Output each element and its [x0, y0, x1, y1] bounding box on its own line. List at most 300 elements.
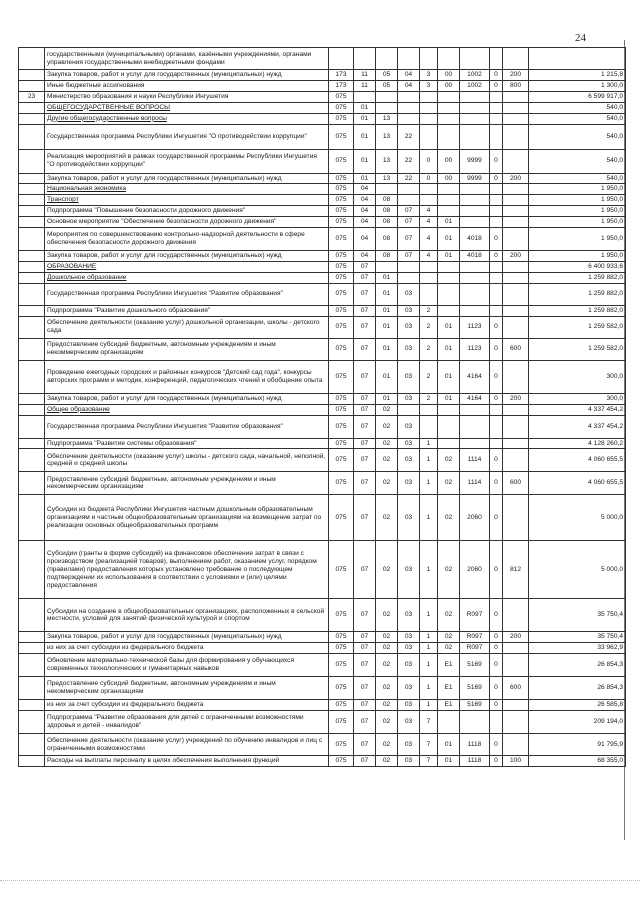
expense-name-cell: Закупка товаров, работ и услуг для государственных (муниципальных) нужд: [45, 393, 329, 404]
classification-code-cell: 075: [329, 195, 354, 206]
table-row: [19, 404, 626, 415]
classification-code-cell: 02: [438, 632, 460, 643]
classification-code-cell: 03: [398, 700, 420, 711]
classification-code-cell: [460, 711, 490, 734]
row-number-cell: [19, 599, 45, 632]
row-number-cell: [19, 734, 45, 756]
classification-code-cell: [460, 272, 490, 283]
classification-code-cell: 08: [376, 195, 398, 206]
classification-code-cell: 075: [329, 449, 354, 472]
classification-code-cell: [420, 91, 438, 102]
classification-code-cell: 03: [398, 305, 420, 316]
row-number-cell: [19, 677, 45, 700]
amount-cell: 26 854,3: [529, 677, 626, 700]
amount-cell: 4 128 260,2: [529, 438, 626, 449]
row-number-cell: [19, 338, 45, 360]
classification-code-cell: [438, 184, 460, 195]
row-number-cell: [19, 124, 45, 149]
table-row: [19, 449, 626, 472]
classification-code-cell: [376, 102, 398, 113]
classification-code-cell: 0: [490, 316, 503, 338]
classification-code-cell: 07: [354, 643, 376, 654]
amount-cell: 68 355,0: [529, 756, 626, 767]
classification-code-cell: [503, 654, 529, 677]
classification-code-cell: 07: [354, 415, 376, 438]
classification-code-cell: [503, 195, 529, 206]
amount-cell: 540,0: [529, 173, 626, 184]
amount-cell: 5 000,0: [529, 541, 626, 599]
classification-code-cell: [490, 91, 503, 102]
table-row: [19, 472, 626, 495]
classification-code-cell: 800: [503, 80, 529, 91]
row-number-cell: [19, 393, 45, 404]
classification-code-cell: 0: [490, 228, 503, 251]
table-row: [19, 149, 626, 173]
classification-code-cell: [376, 261, 398, 272]
classification-code-cell: 2: [420, 316, 438, 338]
classification-code-cell: 11: [354, 70, 376, 81]
classification-code-cell: [503, 272, 529, 283]
classification-code-cell: 01: [376, 305, 398, 316]
classification-code-cell: [460, 124, 490, 149]
classification-code-cell: 4: [420, 206, 438, 217]
classification-code-cell: [420, 124, 438, 149]
classification-code-cell: 07: [354, 283, 376, 305]
row-number-cell: [19, 217, 45, 228]
classification-code-cell: 01: [438, 228, 460, 251]
classification-code-cell: [376, 48, 398, 70]
classification-code-cell: 03: [398, 472, 420, 495]
classification-code-cell: 07: [398, 228, 420, 251]
classification-code-cell: 07: [354, 756, 376, 767]
classification-code-cell: 075: [329, 541, 354, 599]
classification-code-cell: 9999: [460, 149, 490, 173]
classification-code-cell: [376, 184, 398, 195]
classification-code-cell: 075: [329, 415, 354, 438]
classification-code-cell: 02: [438, 599, 460, 632]
classification-code-cell: 200: [503, 251, 529, 262]
classification-code-cell: 0: [490, 449, 503, 472]
classification-code-cell: 075: [329, 261, 354, 272]
amount-cell: 1 259 882,0: [529, 305, 626, 316]
expense-name-cell: Реализация мероприятий в рамках государственной программы Республики Ингушетия "О противодействии коррупции": [45, 149, 329, 173]
classification-code-cell: [490, 195, 503, 206]
amount-cell: 540,0: [529, 124, 626, 149]
table-row: [19, 217, 626, 228]
classification-code-cell: 07: [398, 206, 420, 217]
table-row: [19, 113, 626, 124]
expense-name-cell: Министерство образования и науки Республики Ингушетия: [45, 91, 329, 102]
row-number-cell: [19, 102, 45, 113]
classification-code-cell: [420, 404, 438, 415]
classification-code-cell: 812: [503, 541, 529, 599]
classification-code-cell: 02: [376, 677, 398, 700]
classification-code-cell: 075: [329, 91, 354, 102]
classification-code-cell: 2: [420, 338, 438, 360]
classification-code-cell: [503, 228, 529, 251]
classification-code-cell: [503, 305, 529, 316]
classification-code-cell: [503, 438, 529, 449]
table-row: [19, 228, 626, 251]
classification-code-cell: 02: [376, 643, 398, 654]
expense-name-cell: ОБЩЕГОСУДАРСТВЕННЫЕ ВОПРОСЫ: [45, 102, 329, 113]
classification-code-cell: [398, 272, 420, 283]
classification-code-cell: 075: [329, 360, 354, 393]
amount-cell: 1 950,0: [529, 251, 626, 262]
row-number-cell: [19, 113, 45, 124]
classification-code-cell: 07: [354, 393, 376, 404]
classification-code-cell: [398, 48, 420, 70]
classification-code-cell: 04: [354, 217, 376, 228]
table-row: [19, 102, 626, 113]
classification-code-cell: [490, 48, 503, 70]
classification-code-cell: 02: [376, 756, 398, 767]
expense-name-cell: Национальная экономика: [45, 184, 329, 195]
classification-code-cell: [490, 206, 503, 217]
classification-code-cell: 0: [490, 393, 503, 404]
classification-code-cell: 02: [376, 404, 398, 415]
row-number-cell: [19, 711, 45, 734]
table-row: [19, 184, 626, 195]
classification-code-cell: [398, 184, 420, 195]
classification-code-cell: 0: [490, 541, 503, 599]
amount-cell: 1 950,0: [529, 217, 626, 228]
classification-code-cell: 0: [490, 360, 503, 393]
table-row: [19, 251, 626, 262]
classification-code-cell: [503, 360, 529, 393]
classification-code-cell: 075: [329, 632, 354, 643]
classification-code-cell: [420, 261, 438, 272]
classification-code-cell: 07: [354, 449, 376, 472]
classification-code-cell: 4018: [460, 251, 490, 262]
row-number-cell: [19, 149, 45, 173]
table-row: [19, 415, 626, 438]
table-row: [19, 206, 626, 217]
classification-code-cell: [460, 404, 490, 415]
classification-code-cell: [490, 415, 503, 438]
classification-code-cell: 13: [376, 173, 398, 184]
table-row: [19, 438, 626, 449]
row-number-cell: [19, 700, 45, 711]
row-number-cell: [19, 261, 45, 272]
expense-name-cell: Субсидии (гранты в форме субсидий) на финансовое обеспечение затрат в связи с производством (реализацией товаров), выполнением работ, оказанием услуг, порядком (правилами) предоставления которых установлено требование о последующем подтверждении их использования в соответствии с условиями и (или) целями предоставления: [45, 541, 329, 599]
classification-code-cell: 00: [438, 70, 460, 81]
classification-code-cell: 03: [398, 360, 420, 393]
classification-code-cell: [490, 184, 503, 195]
classification-code-cell: 075: [329, 113, 354, 124]
classification-code-cell: [420, 272, 438, 283]
classification-code-cell: 7: [420, 711, 438, 734]
classification-code-cell: 01: [354, 173, 376, 184]
classification-code-cell: 03: [398, 643, 420, 654]
classification-code-cell: 0: [490, 734, 503, 756]
classification-code-cell: 07: [354, 404, 376, 415]
expense-name-cell: Обновление материально-технической базы для формирования у обучающихся современных технологических и гуманитарных навыков: [45, 654, 329, 677]
classification-code-cell: 3: [420, 70, 438, 81]
classification-code-cell: 01: [438, 338, 460, 360]
classification-code-cell: [490, 113, 503, 124]
classification-code-cell: 03: [398, 677, 420, 700]
classification-code-cell: 01: [376, 393, 398, 404]
amount-cell: 91 795,9: [529, 734, 626, 756]
amount-cell: 35 750,4: [529, 599, 626, 632]
row-number-cell: [19, 472, 45, 495]
classification-code-cell: 075: [329, 173, 354, 184]
row-number-cell: [19, 316, 45, 338]
classification-code-cell: 075: [329, 206, 354, 217]
classification-code-cell: 07: [354, 541, 376, 599]
classification-code-cell: 22: [398, 149, 420, 173]
row-number-cell: [19, 541, 45, 599]
classification-code-cell: E1: [438, 654, 460, 677]
classification-code-cell: 07: [354, 472, 376, 495]
classification-code-cell: 11: [354, 80, 376, 91]
amount-cell: 540,0: [529, 113, 626, 124]
table-row: [19, 261, 626, 272]
classification-code-cell: 3: [420, 80, 438, 91]
amount-cell: 6 400 933,6: [529, 261, 626, 272]
expense-name-cell: Основное мероприятие "Обеспечение безопасности дорожного движения": [45, 217, 329, 228]
classification-code-cell: [460, 283, 490, 305]
classification-code-cell: 07: [354, 438, 376, 449]
classification-code-cell: 7: [420, 756, 438, 767]
expense-name-cell: Обеспечение деятельности (оказание услуг) дошкольной организации, школы - детского сада: [45, 316, 329, 338]
row-number-cell: [19, 305, 45, 316]
classification-code-cell: [460, 195, 490, 206]
classification-code-cell: 075: [329, 217, 354, 228]
classification-code-cell: 03: [398, 599, 420, 632]
table-row: [19, 393, 626, 404]
classification-code-cell: [420, 113, 438, 124]
row-number-cell: [19, 195, 45, 206]
classification-code-cell: [460, 438, 490, 449]
table-row: [19, 283, 626, 305]
classification-code-cell: [438, 102, 460, 113]
classification-code-cell: [503, 261, 529, 272]
expense-name-cell: Расходы на выплаты персоналу в целях обеспечения выполнения функций: [45, 756, 329, 767]
table-row: [19, 91, 626, 102]
classification-code-cell: 1: [420, 599, 438, 632]
classification-code-cell: 02: [438, 541, 460, 599]
classification-code-cell: 01: [376, 360, 398, 393]
amount-cell: 1 259 582,0: [529, 338, 626, 360]
classification-code-cell: 07: [354, 272, 376, 283]
classification-code-cell: 03: [398, 415, 420, 438]
classification-code-cell: 4018: [460, 228, 490, 251]
row-number-cell: [19, 206, 45, 217]
classification-code-cell: 075: [329, 643, 354, 654]
classification-code-cell: 075: [329, 756, 354, 767]
classification-code-cell: 100: [503, 756, 529, 767]
row-number-cell: 23: [19, 91, 45, 102]
classification-code-cell: 07: [354, 316, 376, 338]
amount-cell: 300,0: [529, 393, 626, 404]
classification-code-cell: [438, 438, 460, 449]
classification-code-cell: 0: [490, 338, 503, 360]
classification-code-cell: [398, 195, 420, 206]
row-number-cell: [19, 48, 45, 70]
expense-name-cell: Субсидии на создание в общеобразовательных организациях, расположенных в сельской местности, условий для занятий физической культурой и спортом: [45, 599, 329, 632]
amount-cell: 300,0: [529, 360, 626, 393]
classification-code-cell: 01: [354, 149, 376, 173]
classification-code-cell: 1: [420, 677, 438, 700]
table-row: [19, 80, 626, 91]
amount-cell: 1 259 882,0: [529, 272, 626, 283]
classification-code-cell: 05: [376, 70, 398, 81]
row-number-cell: [19, 184, 45, 195]
classification-code-cell: 01: [354, 113, 376, 124]
row-number-cell: [19, 404, 45, 415]
classification-code-cell: 075: [329, 734, 354, 756]
classification-code-cell: 01: [438, 217, 460, 228]
classification-code-cell: [438, 404, 460, 415]
classification-code-cell: 04: [398, 80, 420, 91]
row-number-cell: [19, 173, 45, 184]
classification-code-cell: 2: [420, 393, 438, 404]
classification-code-cell: [490, 305, 503, 316]
classification-code-cell: 07: [354, 305, 376, 316]
classification-code-cell: 4: [420, 228, 438, 251]
classification-code-cell: 075: [329, 272, 354, 283]
classification-code-cell: 200: [503, 632, 529, 643]
classification-code-cell: 1: [420, 643, 438, 654]
classification-code-cell: [438, 91, 460, 102]
amount-cell: 1 950,0: [529, 206, 626, 217]
classification-code-cell: [460, 91, 490, 102]
classification-code-cell: 2060: [460, 541, 490, 599]
classification-code-cell: 1002: [460, 70, 490, 81]
classification-code-cell: [460, 102, 490, 113]
classification-code-cell: 4164: [460, 360, 490, 393]
classification-code-cell: 4: [420, 251, 438, 262]
classification-code-cell: 02: [438, 449, 460, 472]
classification-code-cell: 075: [329, 711, 354, 734]
classification-code-cell: 02: [438, 495, 460, 541]
amount-cell: 209 194,0: [529, 711, 626, 734]
classification-code-cell: 075: [329, 599, 354, 632]
classification-code-cell: 01: [438, 734, 460, 756]
classification-code-cell: 07: [354, 338, 376, 360]
classification-code-cell: 03: [398, 541, 420, 599]
classification-code-cell: 075: [329, 184, 354, 195]
expense-name-cell: Государственная программа Республики Ингушетия "Развитие образования": [45, 283, 329, 305]
expense-name-cell: Дошкольное образование: [45, 272, 329, 283]
classification-code-cell: 075: [329, 404, 354, 415]
classification-code-cell: 0: [420, 173, 438, 184]
row-number-cell: [19, 438, 45, 449]
classification-code-cell: 075: [329, 124, 354, 149]
classification-code-cell: [503, 184, 529, 195]
classification-code-cell: 0: [490, 632, 503, 643]
classification-code-cell: 5169: [460, 700, 490, 711]
row-number-cell: [19, 272, 45, 283]
classification-code-cell: 1: [420, 472, 438, 495]
classification-code-cell: [460, 48, 490, 70]
classification-code-cell: 01: [438, 316, 460, 338]
table-row: [19, 495, 626, 541]
classification-code-cell: 075: [329, 438, 354, 449]
classification-code-cell: 03: [398, 283, 420, 305]
amount-cell: 1 950,0: [529, 184, 626, 195]
row-number-cell: [19, 632, 45, 643]
classification-code-cell: 03: [398, 438, 420, 449]
classification-code-cell: 1: [420, 700, 438, 711]
classification-code-cell: [420, 102, 438, 113]
classification-code-cell: 07: [354, 261, 376, 272]
classification-code-cell: 2: [420, 305, 438, 316]
classification-code-cell: 2060: [460, 495, 490, 541]
classification-code-cell: 0: [490, 149, 503, 173]
classification-code-cell: 2: [420, 360, 438, 393]
budget-table: [18, 47, 626, 767]
classification-code-cell: [460, 113, 490, 124]
classification-code-cell: [503, 124, 529, 149]
classification-code-cell: R097: [460, 599, 490, 632]
amount-cell: [529, 48, 626, 70]
classification-code-cell: 075: [329, 283, 354, 305]
classification-code-cell: 5169: [460, 677, 490, 700]
classification-code-cell: 1: [420, 654, 438, 677]
expense-name-cell: Проведение ежегодных городских и районных конкурсов "Детский сад года", конкурсы авторских программ и методик, конференций, педагогических чтений и обобщение опыта: [45, 360, 329, 393]
classification-code-cell: 02: [376, 495, 398, 541]
classification-code-cell: 01: [354, 124, 376, 149]
classification-code-cell: 03: [398, 495, 420, 541]
row-number-cell: [19, 70, 45, 81]
classification-code-cell: 075: [329, 251, 354, 262]
expense-name-cell: Другие общегосударственные вопросы: [45, 113, 329, 124]
classification-code-cell: [354, 91, 376, 102]
table-row: [19, 195, 626, 206]
classification-code-cell: 03: [398, 393, 420, 404]
expense-name-cell: Субсидии из бюджета Республики Ингушетия частным дошкольным образовательным организациям и частным общеобразовательным организациям на возмещение затрат по реализации основных общеобразовательных программ: [45, 495, 329, 541]
table-row: [19, 360, 626, 393]
table-row: [19, 677, 626, 700]
classification-code-cell: 075: [329, 393, 354, 404]
classification-code-cell: 03: [398, 734, 420, 756]
classification-code-cell: [398, 91, 420, 102]
classification-code-cell: 02: [376, 734, 398, 756]
classification-code-cell: [438, 272, 460, 283]
classification-code-cell: 173: [329, 70, 354, 81]
classification-code-cell: 1123: [460, 338, 490, 360]
classification-code-cell: [398, 404, 420, 415]
classification-code-cell: 13: [376, 149, 398, 173]
table-row: [19, 305, 626, 316]
amount-cell: 6 599 917,0: [529, 91, 626, 102]
classification-code-cell: 075: [329, 338, 354, 360]
classification-code-cell: [503, 113, 529, 124]
classification-code-cell: [460, 305, 490, 316]
table-row: [19, 734, 626, 756]
classification-code-cell: 02: [376, 438, 398, 449]
classification-code-cell: [329, 48, 354, 70]
table-row: [19, 700, 626, 711]
classification-code-cell: 00: [438, 80, 460, 91]
expense-name-cell: Иные бюджетные ассигнования: [45, 80, 329, 91]
classification-code-cell: 01: [354, 102, 376, 113]
amount-cell: 1 950,0: [529, 195, 626, 206]
classification-code-cell: 1118: [460, 756, 490, 767]
expense-name-cell: Мероприятия по совершенствованию контрольно-надзорной деятельности в сфере обеспечения безопасности дорожного движения: [45, 228, 329, 251]
table-row: [19, 124, 626, 149]
expense-name-cell: Обеспечение деятельности (оказание услуг) учреждений по обучению инвалидов и лиц с ограниченными возможностями: [45, 734, 329, 756]
classification-code-cell: [460, 206, 490, 217]
classification-code-cell: 173: [329, 80, 354, 91]
classification-code-cell: 075: [329, 228, 354, 251]
expense-name-cell: Подпрограмма "Повышение безопасности дорожного движения": [45, 206, 329, 217]
classification-code-cell: [490, 438, 503, 449]
expense-name-cell: Предоставление субсидий бюджетным, автономным учреждениям и иным некоммерческим организациям: [45, 677, 329, 700]
